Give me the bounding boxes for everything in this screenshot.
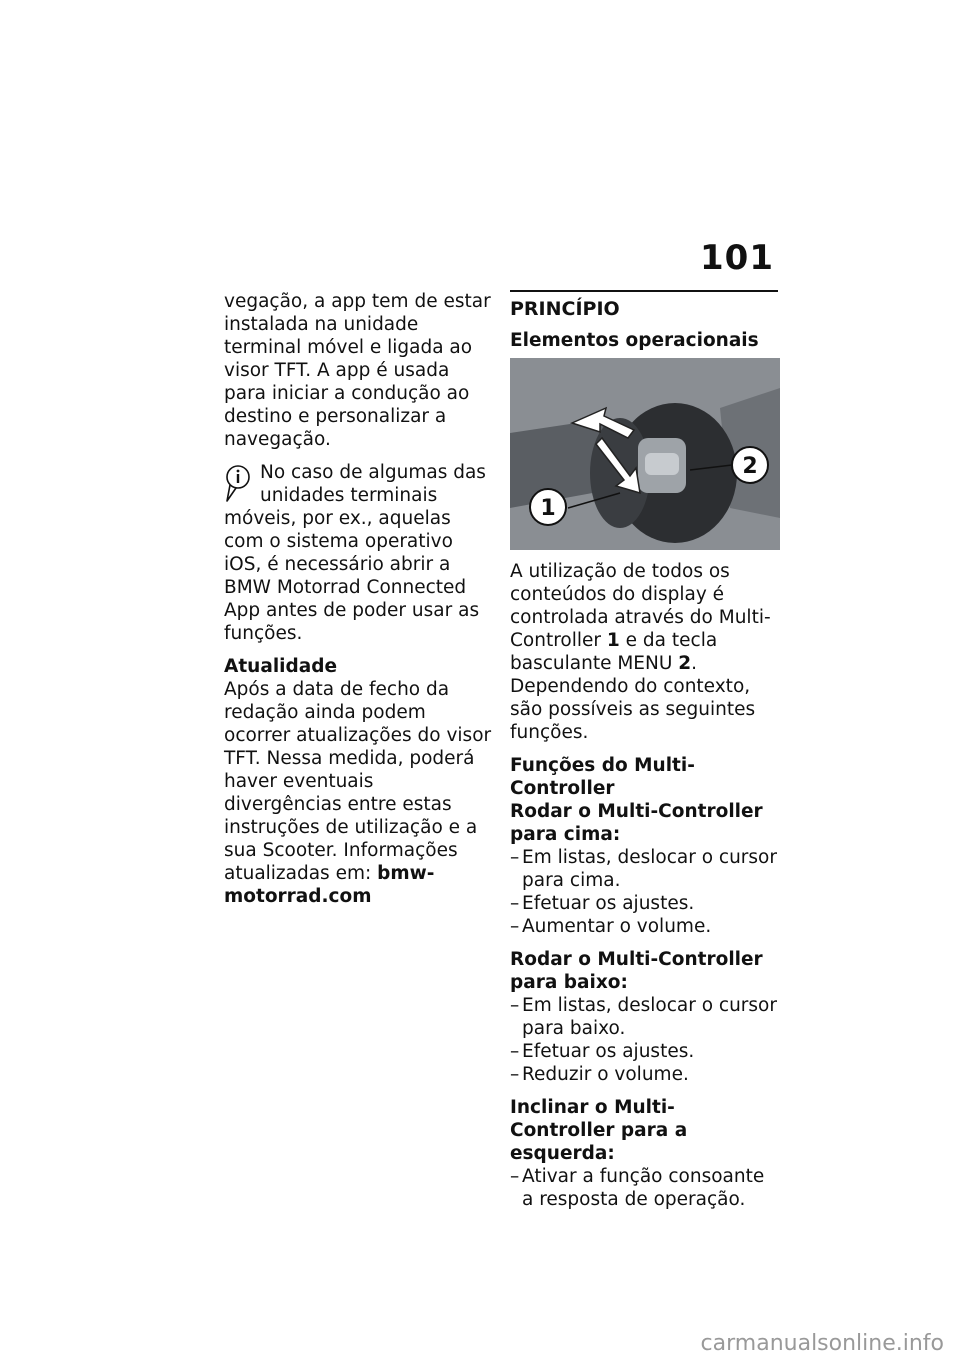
- handlebar-illustration: [510, 358, 780, 550]
- desc-text-3: . Dependendo do contexto, são possíveis as seguintes funções.: [510, 653, 756, 743]
- note-text: No caso de algumas das unidades terminais móveis, por ex., aquelas com o sistema operativo iOS, é necessário abrir a BMW Motorrad Connected App antes de poder usar as funções.: [224, 462, 486, 644]
- rotate-down-list: [510, 994, 778, 1086]
- callout-2-label: 2: [742, 454, 758, 479]
- tilt-left-list: [510, 1165, 778, 1211]
- info-note: [224, 461, 492, 645]
- watermark: carmanualsonline.info: [700, 1331, 944, 1356]
- desc-ref-1: 1: [606, 630, 620, 651]
- update-text: Após a data de fecho da redação ainda podem ocorrer atualizações do visor TFT. Nessa medida, poderá haver eventuais divergências entre estas instruções de utilização e a sua Scooter. Informações atualizadas em:: [224, 679, 492, 884]
- controls-figure: [510, 358, 780, 550]
- tilt-left-heading: Inclinar o Multi-Controller para a esquerda:: [510, 1097, 688, 1164]
- list-item: – Em listas, deslocar o cursor para cima.: [510, 846, 778, 892]
- rotate-down-heading: Rodar o Multi-Controller para baixo:: [510, 949, 763, 993]
- controls-description: [510, 560, 778, 744]
- list-item: – Efetuar os ajustes.: [510, 892, 778, 915]
- list-item: – Reduzir o volume.: [510, 1063, 778, 1086]
- rotate-up-heading: Rodar o Multi-Controller para cima:: [510, 801, 763, 845]
- website-link[interactable]: bmw-motorrad.com: [224, 863, 435, 907]
- left-column: [224, 290, 492, 918]
- subsection-title: Elementos operacionais: [510, 330, 759, 351]
- page-number: 101: [700, 238, 774, 278]
- desc-text-2: e da tecla basculante MENU: [510, 630, 718, 674]
- intro-paragraph: vegação, a app tem de estar instalada na unidade terminal móvel e ligada ao visor TFT. A app é usada para iniciar a condução ao destino e personalizar a navegação.: [224, 291, 491, 450]
- right-column: [510, 290, 778, 1221]
- section-title: PRINCÍPIO: [510, 298, 620, 320]
- info-icon: [224, 463, 252, 503]
- desc-text-1: A utilização de todos os conteúdos do display é controlada através do Multi-Controller: [510, 561, 771, 651]
- list-item: – Em listas, deslocar o cursor para baixo.: [510, 994, 778, 1040]
- update-heading: Atualidade: [224, 656, 338, 677]
- list-item: – Efetuar os ajustes.: [510, 1040, 778, 1063]
- update-paragraph: [224, 678, 492, 908]
- list-item: – Aumentar o volume.: [510, 915, 778, 938]
- functions-heading: Funções do Multi-Controller: [510, 755, 695, 799]
- desc-ref-2: 2: [678, 653, 692, 674]
- list-item: – Ativar a função consoante a resposta de operação.: [510, 1165, 778, 1211]
- rotate-up-list: [510, 846, 778, 938]
- section-rule: [510, 290, 778, 292]
- callout-1-label: 1: [540, 496, 556, 521]
